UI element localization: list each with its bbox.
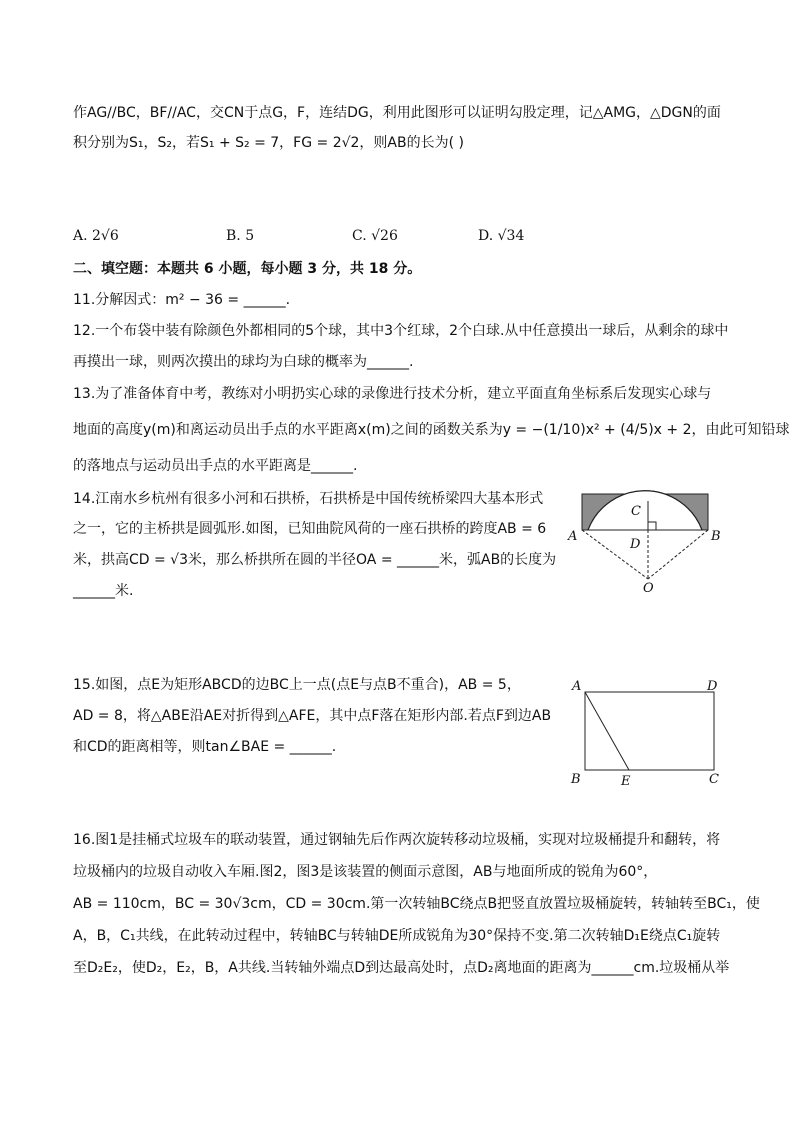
problem16-line5: 至D₂E₂，使D₂，E₂，B，A共线.当转轴外端点D到达最高处时，点D₂离地面的距离为______cm.垃圾桶从举: [73, 960, 730, 976]
problem16-line2: 垃圾桶内的垃圾自动收入车厢.图2，图3是该装置的侧面示意图，AB与地面所成的锐角为60°，: [73, 864, 658, 880]
problem12-line2: 再摸出一球，则两次摸出的球均为白球的概率为______.: [73, 354, 414, 370]
problem13-line3: 的落地点与运动员出手点的水平距离是______.: [73, 458, 358, 474]
problem13-line1: 13.为了准备体育中考，教练对小明扔实心球的录像进行技术分析，建立平面直角坐标系后发现实心球与: [73, 386, 712, 402]
problem15-line3: 和CD的距离相等，则tan∠BAE = ______.: [73, 739, 337, 755]
label-e: E: [621, 774, 631, 789]
problem12-line1: 12.一个布袋中装有除颜色外都相同的5个球，其中3个红球，2个白球.从中任意摸出一球后，从剩余的球中: [73, 323, 729, 339]
problem10-line2: 积分别为S₁，S₂，若S₁ + S₂ = 7，FG = 2√2，则AB的长为( ): [73, 135, 464, 151]
problem11: 11.分解因式：m² − 36 = ______.: [73, 292, 291, 308]
segment-ob: [648, 530, 708, 579]
label-b: B: [571, 772, 581, 787]
rectangle-abcd: [585, 692, 714, 770]
problem14-line3: 米，拱高CD = √3米，那么桥拱所在圆的半径OA = ______米，弧AB的长度为: [73, 552, 557, 568]
label-a: A: [568, 529, 578, 544]
problem14-line4: ______米.: [73, 583, 134, 599]
problem16-line4: A，B，C₁共线，在此转动过程中，转轴BC与转轴DE所成锐角为30°保持不变.第二次转轴D₁E绕点C₁旋转: [73, 928, 721, 944]
label-c: C: [631, 504, 641, 519]
bridge-figure: [566, 488, 726, 598]
problem16-line1: 16.图1是挂桶式垃圾车的联动装置，通过钢轴先后作两次旋转移动垃圾桶，实现对垃圾桶提升和翻转，将: [73, 832, 721, 848]
section-heading: 二、填空题：本题共 6 小题，每小题 3 分，共 18 分。: [73, 261, 422, 277]
problem14-line1: 14.江南水乡杭州有很多小河和石拱桥，石拱桥是中国传统桥梁四大基本形式: [73, 491, 544, 507]
label-d: D: [707, 679, 718, 694]
label-o: O: [643, 581, 654, 596]
label-a: A: [572, 679, 582, 694]
option-a: A. 2√6: [73, 228, 119, 244]
option-d: D. √34: [478, 228, 525, 244]
problem10-line1: 作AG//BC，BF//AC，交CN于点G，F，连结DG，利用此图形可以证明勾股定理，记△AMG，△DGN的面: [73, 105, 721, 121]
label-d: D: [630, 537, 641, 552]
problem13-line2: 地面的高度y(m)和离运动员出手点的水平距离x(m)之间的函数关系为y = −(1/10)x² + (4/5)x + 2，由此可知铅球: [73, 422, 790, 438]
label-b: B: [711, 529, 721, 544]
option-b: B. 5: [226, 228, 255, 244]
option-c: C. √26: [352, 228, 398, 244]
problem15-line2: AD = 8，将△ABE沿AE对折得到△AFE，其中点F落在矩形内部.若点F到边AB: [73, 708, 552, 724]
segment-ae: [585, 692, 629, 770]
rectangle-figure: [566, 676, 730, 790]
problem14-line2: 之一，它的主桥拱是圆弧形.如图，已知曲院风荷的一座石拱桥的跨度AB = 6: [73, 521, 547, 537]
problem15-line1: 15.如图，点E为矩形ABCD的边BC上一点(点E与点B不重合)，AB = 5，: [73, 677, 521, 693]
problem16-line3: AB = 110cm，BC = 30√3cm，CD = 30cm.第一次转轴BC绕点B把竖直放置垃圾桶旋转，转轴转至BC₁，使: [73, 896, 760, 912]
label-c: C: [709, 772, 719, 787]
